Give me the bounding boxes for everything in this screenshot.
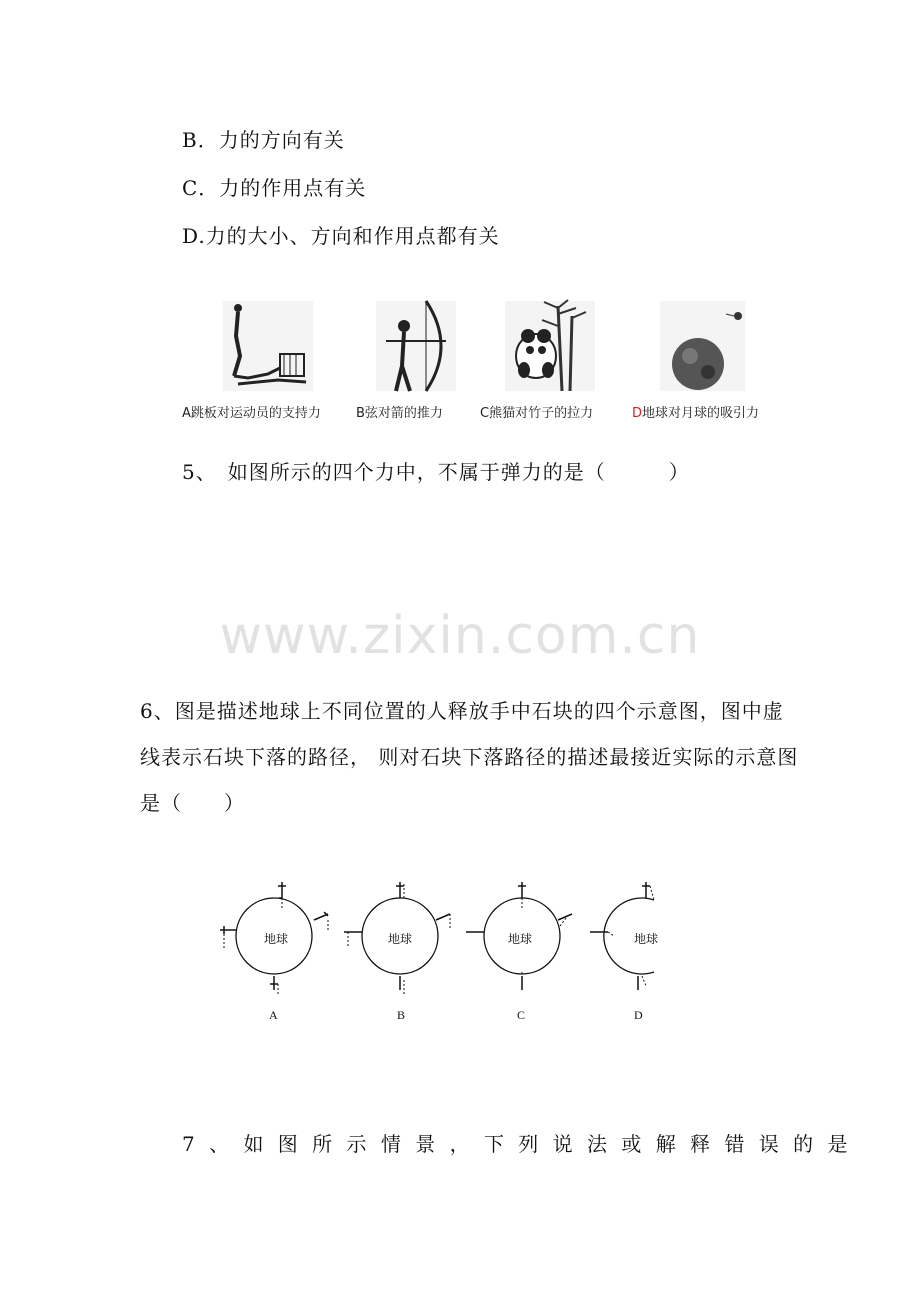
earth-moon-picture [660, 296, 760, 396]
globe-label-c: C [517, 1008, 526, 1022]
caption-b: B弦对箭的推力 [356, 406, 443, 421]
question-5: 5、 如图所示的四个力中，不属于弹力的是（ ） [182, 460, 690, 484]
caption-d: D地球对月球的吸引力 [632, 406, 760, 421]
globe-text-a: 地球 [264, 932, 289, 946]
option-b: B．力的方向有关 [182, 128, 345, 152]
globe-text-c: 地球 [508, 932, 533, 946]
archer-picture [376, 296, 476, 396]
globe-label-a: A [269, 1008, 278, 1022]
caption-a: A跳板对运动员的支持力 [182, 406, 321, 421]
globe-text-b: 地球 [388, 932, 413, 946]
globe-label-d: D [634, 1008, 643, 1022]
panda-picture [500, 296, 600, 396]
caption-c: C熊猫对竹子的拉力 [480, 406, 594, 421]
globe-diagram-d [588, 872, 714, 1022]
globe-text-d: 地球 [634, 932, 659, 946]
option-d: D.力的大小、方向和作用点都有关 [182, 224, 500, 248]
globe-diagram-c [462, 872, 588, 1022]
question-7: 7 、 如 图 所 示 情 景 ， 下 列 说 法 或 解 释 错 误 的 是 [182, 1132, 850, 1156]
watermark: www.zixin.com.cn [219, 606, 701, 666]
question-6: 6、图是描述地球上不同位置的人释放手中石块的四个示意图，图中虚线表示石块下落的路径， 则对石块下落路径的描述最接近实际的示意图是（ ） [140, 699, 799, 815]
globe-label-b: B [397, 1008, 406, 1022]
globe-diagram-b [340, 872, 466, 1022]
option-c: C．力的作用点有关 [182, 176, 367, 200]
diving-board-picture [218, 296, 318, 396]
globe-diagram-a [214, 872, 340, 1022]
